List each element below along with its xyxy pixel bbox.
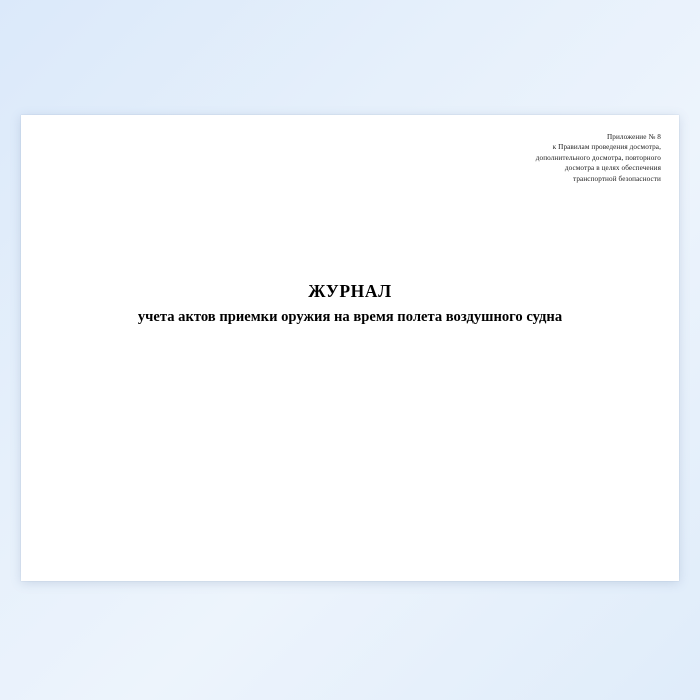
page-title: ЖУРНАЛ: [308, 281, 392, 301]
appendix-line-1: Приложение № 8: [606, 133, 661, 141]
page-subtitle: учета актов приемки оружия на время полета воздушного судна: [137, 308, 563, 325]
document-page: [21, 115, 679, 581]
appendix-line-4: досмотра в целях обеспечения: [564, 164, 661, 173]
appendix-reference-block: [361, 132, 661, 184]
appendix-line-2: к Правилам проведения досмотра,: [552, 143, 661, 152]
title-block: [21, 281, 679, 327]
appendix-line-5: транспортной безопасности: [573, 174, 661, 183]
appendix-line-3: дополнительного досмотра, повторного: [535, 153, 661, 162]
